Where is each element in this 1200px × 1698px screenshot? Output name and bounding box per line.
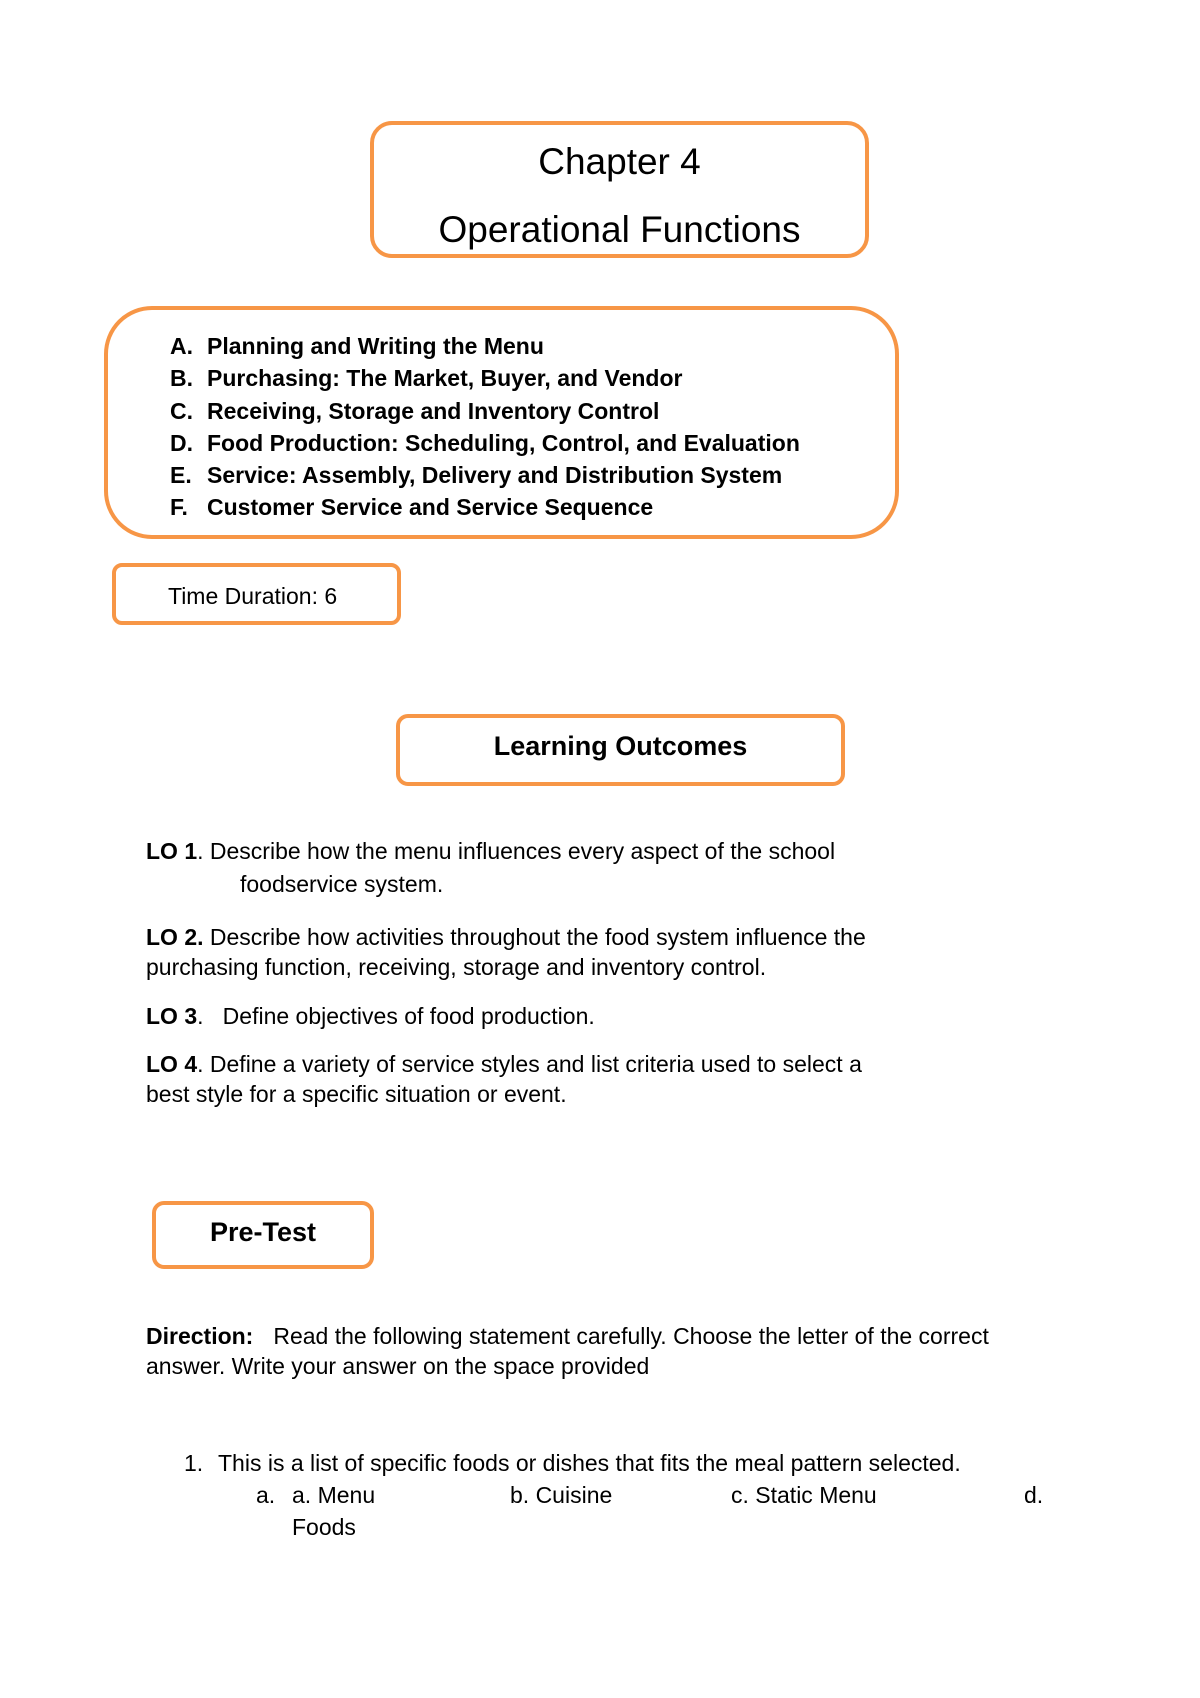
option-a: a. Menu [292, 1482, 376, 1508]
pretest-heading: Pre-Test [209, 1217, 317, 1247]
list-item: F. Customer Service and Service Sequence [170, 494, 654, 521]
learning-outcomes-heading: Learning Outcomes [493, 731, 748, 761]
list-item: E. Service: Assembly, Delivery and Distribution System [170, 462, 783, 489]
list-item: C. Receiving, Storage and Inventory Control [170, 397, 660, 424]
chapter-number: Chapter 4 [538, 141, 701, 182]
list-item: D. Food Production: Scheduling, Control, and Evaluation [170, 429, 800, 456]
lo-3: LO 3. Define objectives of food production. [146, 1003, 595, 1029]
lo-2: LO 2. Describe how activities throughout the food system influence the [146, 924, 866, 950]
question-1-list-marker: a. [256, 1482, 276, 1508]
time-duration-box [112, 563, 401, 625]
lo-1: LO 1. Describe how the menu influences every aspect of the school [146, 838, 836, 864]
question-1-number: 1. [184, 1450, 204, 1476]
lo-2-cont: purchasing function, receiving, storage and inventory control. [146, 954, 767, 980]
topics-list [170, 330, 800, 524]
lo-1-cont: foodservice system. [240, 871, 444, 897]
option-b: b. Cuisine [510, 1482, 613, 1508]
topics-box [104, 306, 899, 539]
direction-line-2: answer. Write your answer on the space provided [146, 1353, 650, 1379]
learning-outcomes-heading-box [396, 714, 845, 786]
lo-4: LO 4. Define a variety of service styles and list criteria used to select a [146, 1051, 862, 1077]
option-d-letter: d. [1024, 1482, 1044, 1508]
pretest-heading-box [152, 1201, 374, 1269]
option-d-text: Foods [292, 1514, 356, 1540]
lo-4-cont: best style for a specific situation or event. [146, 1081, 567, 1107]
chapter-title: Operational Functions [438, 209, 801, 250]
time-duration: Time Duration: 6 [168, 583, 338, 609]
list-item: A. Planning and Writing the Menu [170, 333, 544, 359]
chapter-title-box [370, 121, 869, 258]
direction-line-1: Direction: Read the following statement carefully. Choose the letter of the correct [146, 1323, 989, 1349]
list-item: B. Purchasing: The Market, Buyer, and Vendor [170, 365, 683, 392]
question-1-text: This is a list of specific foods or dishes that fits the meal pattern selected. [218, 1450, 961, 1476]
option-c: c. Static Menu [731, 1482, 877, 1508]
